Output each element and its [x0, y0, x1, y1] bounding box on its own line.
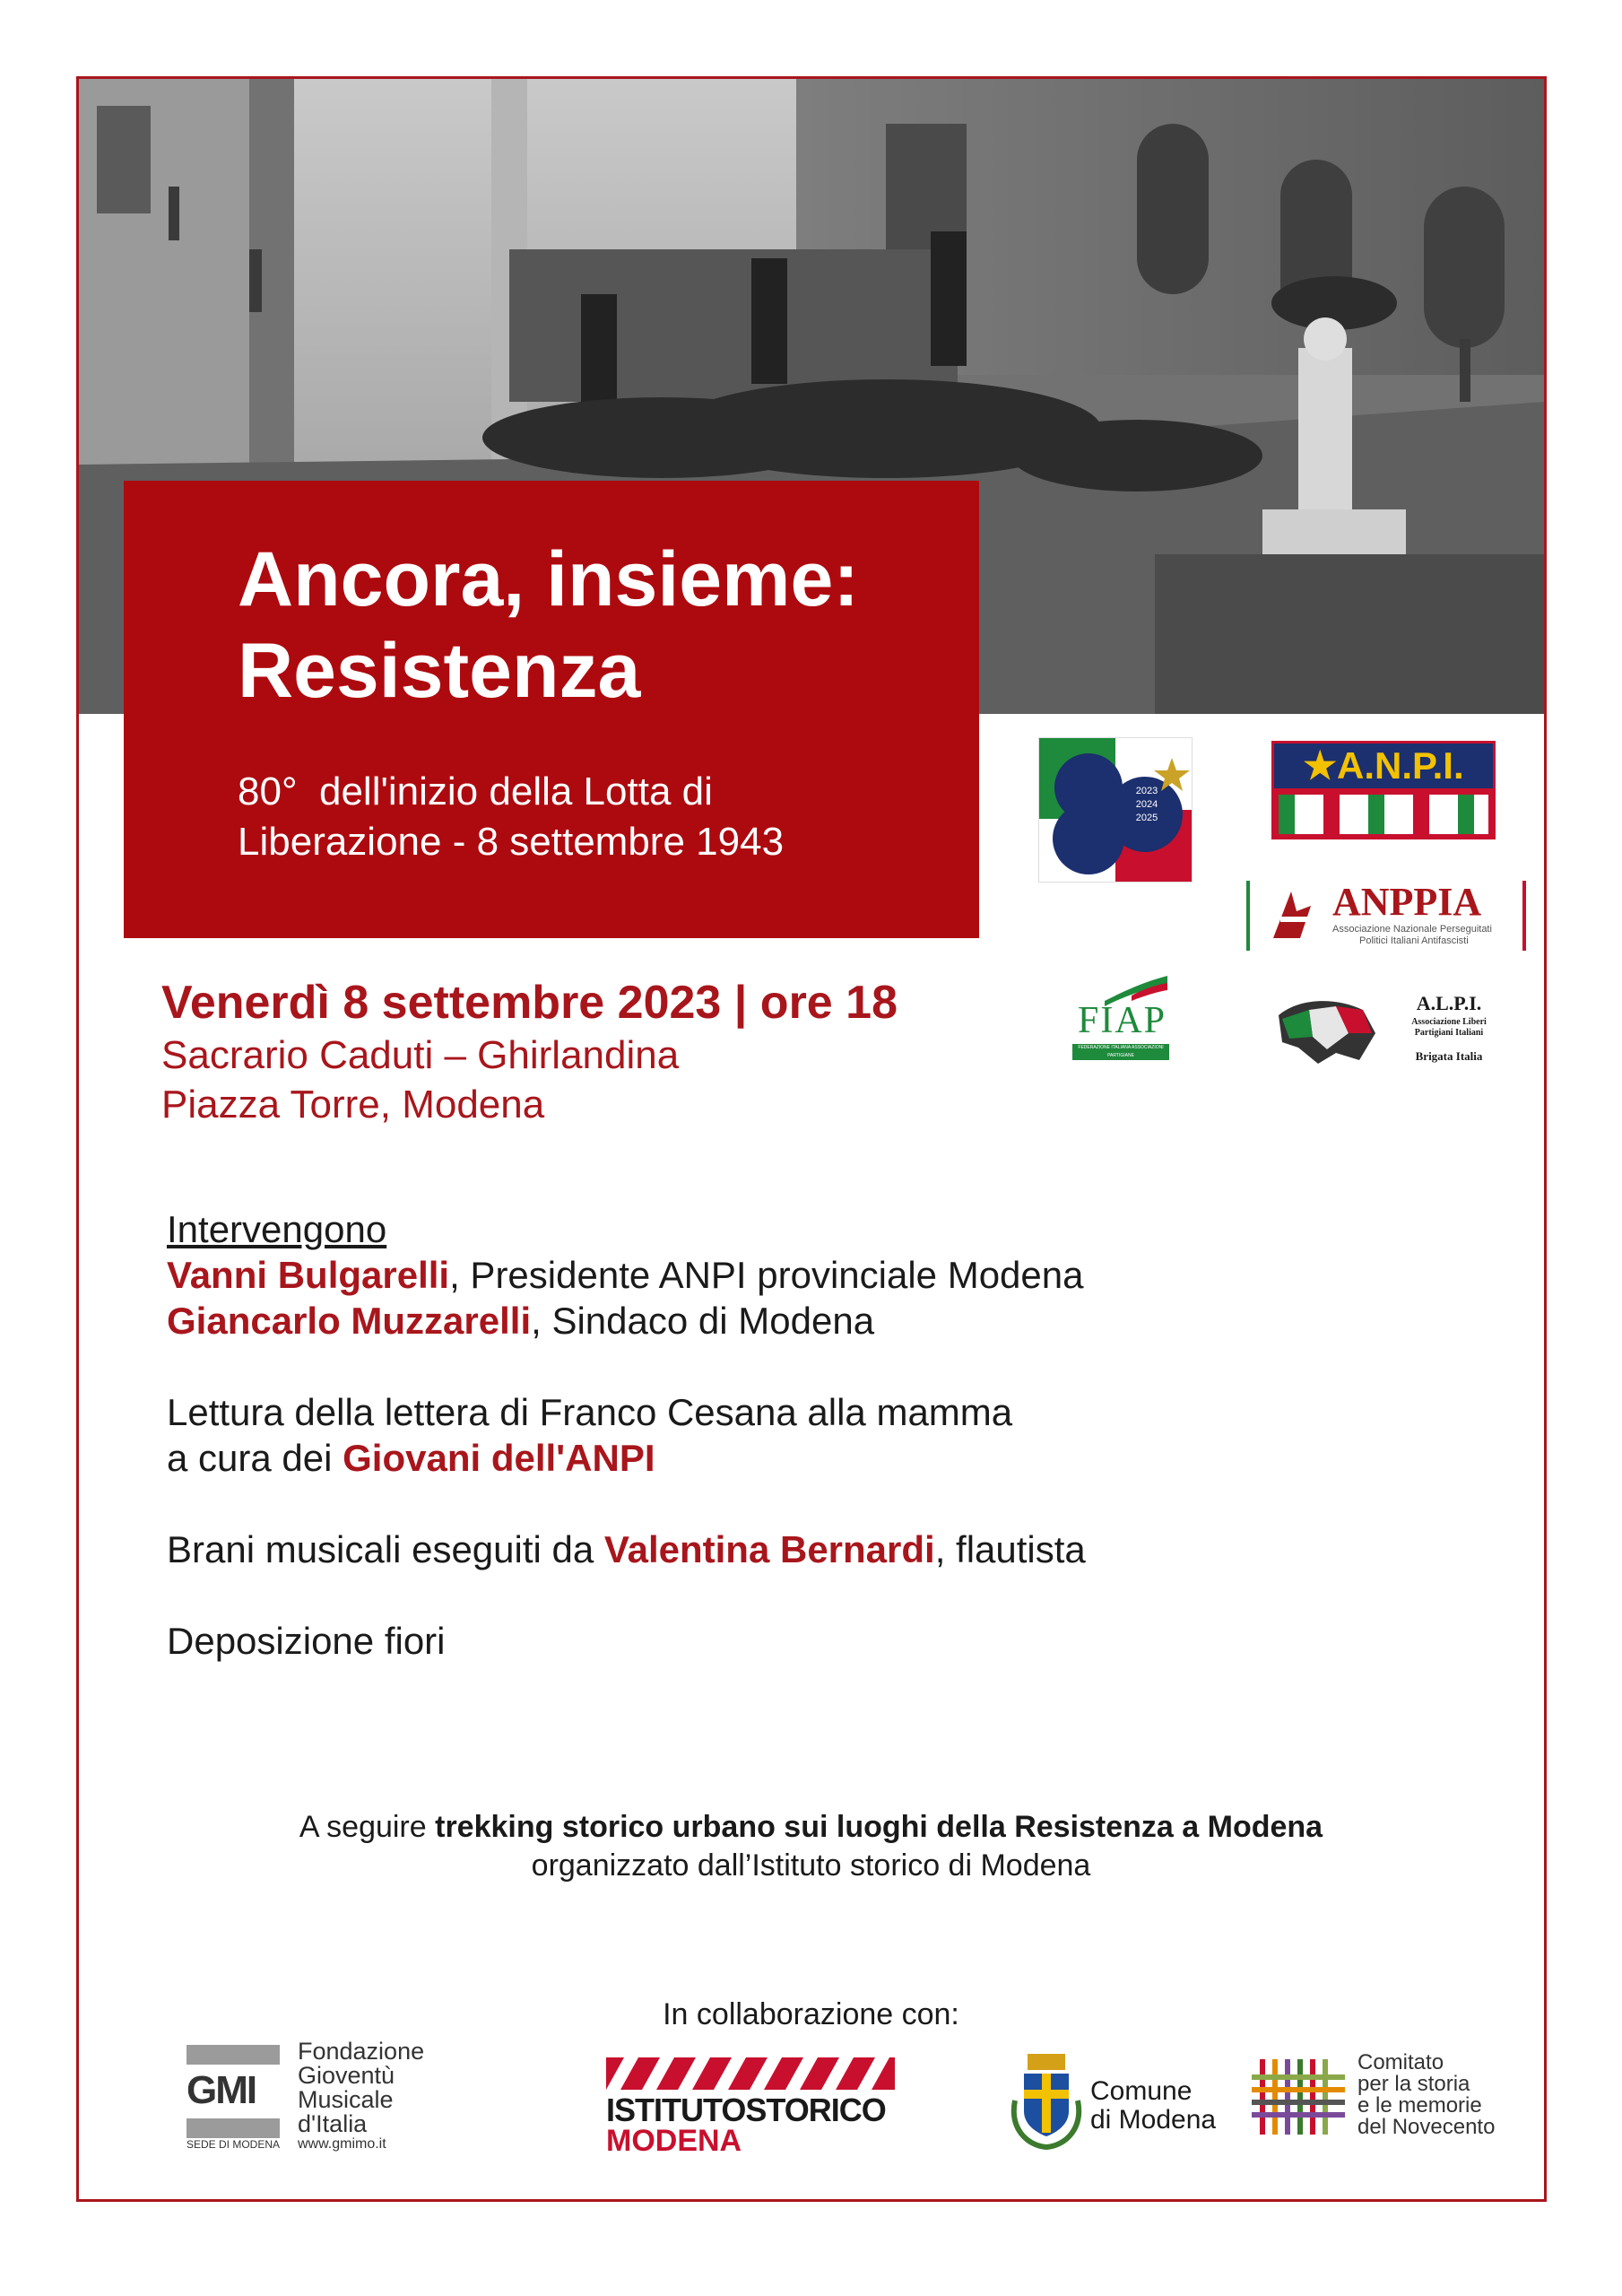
anniversary-80-emblem-icon: [1039, 738, 1192, 882]
istituto-stripes-icon: [606, 2057, 895, 2090]
event-address: Piazza Torre, Modena: [161, 1083, 545, 1126]
anpi-wordmark: ★A.N.P.I.: [1274, 744, 1493, 788]
comune-modena-logo: [1008, 2047, 1232, 2154]
trekking-line1: [0, 1810, 1622, 1845]
speakers-block: [167, 1206, 1084, 1344]
modena-coat-of-arms-icon: [1008, 2047, 1085, 2151]
speaker-2-name: Giancarlo Muzzarelli: [167, 1300, 532, 1342]
alpi-logo: [1273, 992, 1506, 1073]
reading-line2: [167, 1435, 1012, 1481]
alpi-sub2: Partigiani Italiani: [1414, 1028, 1484, 1038]
anniversary-80-logo: [1038, 737, 1193, 883]
anppia-name: ANPPIA: [1332, 880, 1482, 924]
fiap-name: FIAP: [1078, 1000, 1167, 1041]
istituto-storico-logo: [606, 2057, 895, 2158]
reading-line1: Lettura della lettera di Franco Cesana alla mamma: [167, 1391, 1013, 1433]
comune-line1: Comune: [1090, 2076, 1193, 2106]
trekking-bold: trekking storico urbano sui luoghi della Resistenza a Modena: [435, 1810, 1323, 1844]
anppia-sub2: Politici Italiani Antifascisti: [1359, 935, 1469, 946]
alpi-italy-map-icon: [1273, 997, 1381, 1069]
speaker-2: [167, 1298, 1084, 1344]
gmi-sede: SEDE DI MODENA: [186, 2138, 281, 2151]
fiap-logo: [1069, 974, 1169, 1064]
flowers-line: Deposizione fiori: [167, 1620, 446, 1662]
anpi-logo: [1271, 741, 1496, 839]
comitato-line4: del Novecento: [1357, 2115, 1496, 2139]
anniv-year-1: 2023: [1135, 786, 1158, 796]
speakers-heading: Intervengono: [167, 1208, 387, 1250]
trekking-prefix: A seguire: [299, 1810, 436, 1844]
gmi-line3: Musicale: [298, 2086, 394, 2113]
comitato-line2: per la storia: [1357, 2072, 1470, 2096]
event-title-line2: Resistenza: [238, 628, 641, 714]
istituto-line1: ISTITUTOSTORICO: [606, 2092, 886, 2128]
event-date: Venerdì 8 settembre 2023 | ore 18: [161, 977, 898, 1029]
trekking-line2: organizzato dall’Istituto storico di Modena: [531, 1848, 1091, 1883]
fiap-sub: FEDERAZIONE ITALIANA ASSOCIAZIONI PARTIGIANE: [1072, 1044, 1169, 1060]
comitato-grid-icon: [1248, 2050, 1349, 2144]
event-place: Sacrario Caduti – Ghirlandina: [161, 1033, 680, 1077]
anppia-emblem-icon: [1264, 884, 1318, 947]
alpi-sub3: Brigata Italia: [1415, 1049, 1483, 1063]
speaker-2-role: , Sindaco di Modena: [531, 1300, 875, 1342]
gmi-line4: d'Italia: [298, 2110, 368, 2137]
music-line: [167, 1526, 1086, 1572]
event-title-line1: Ancora, insieme:: [238, 536, 859, 622]
gmi-url: www.gmimo.it: [298, 2136, 386, 2152]
music-prefix: Brani musicali eseguiti da: [167, 1528, 604, 1570]
speaker-1: [167, 1252, 1084, 1298]
reading-block: [167, 1389, 1012, 1481]
speaker-1-name: Vanni Bulgarelli: [167, 1254, 450, 1296]
gmi-line1: Fondazione: [298, 2038, 425, 2065]
anniv-year-2: 2024: [1135, 799, 1158, 810]
comitato-novecento-logo: [1248, 2050, 1526, 2149]
event-subtitle-line1: 80° dell'inizio della Lotta di: [238, 770, 713, 813]
music-suffix: , flautista: [934, 1528, 1086, 1570]
istituto-line2: MODENA: [606, 2124, 742, 2158]
comitato-line3: e le memorie: [1357, 2093, 1482, 2118]
music-artist: Valentina Bernardi: [603, 1528, 935, 1570]
gmi-line2: Gioventù: [298, 2062, 395, 2089]
comune-line2: di Modena: [1090, 2105, 1217, 2135]
collab-label: In collaborazione con:: [663, 1997, 959, 2031]
gmi-logo: [185, 2038, 445, 2154]
anppia-logo: [1246, 879, 1526, 952]
event-title: [238, 534, 859, 717]
reading-prefix: a cura dei: [167, 1437, 343, 1479]
reading-group: Giovani dell'ANPI: [343, 1437, 655, 1479]
comitato-line1: Comitato: [1357, 2050, 1444, 2074]
alpi-sub1: Associazione Liberi: [1411, 1017, 1487, 1027]
event-subtitle: [238, 767, 784, 867]
anniv-year-3: 2025: [1135, 813, 1158, 823]
alpi-name: A.L.P.I.: [1416, 992, 1482, 1014]
speaker-1-role: , Presidente ANPI provinciale Modena: [449, 1254, 1084, 1296]
gmi-mark: GMI: [186, 2068, 256, 2112]
event-subtitle-line2: Liberazione - 8 settembre 1943: [238, 820, 785, 864]
anppia-sub1: Associazione Nazionale Perseguitati: [1332, 924, 1492, 935]
